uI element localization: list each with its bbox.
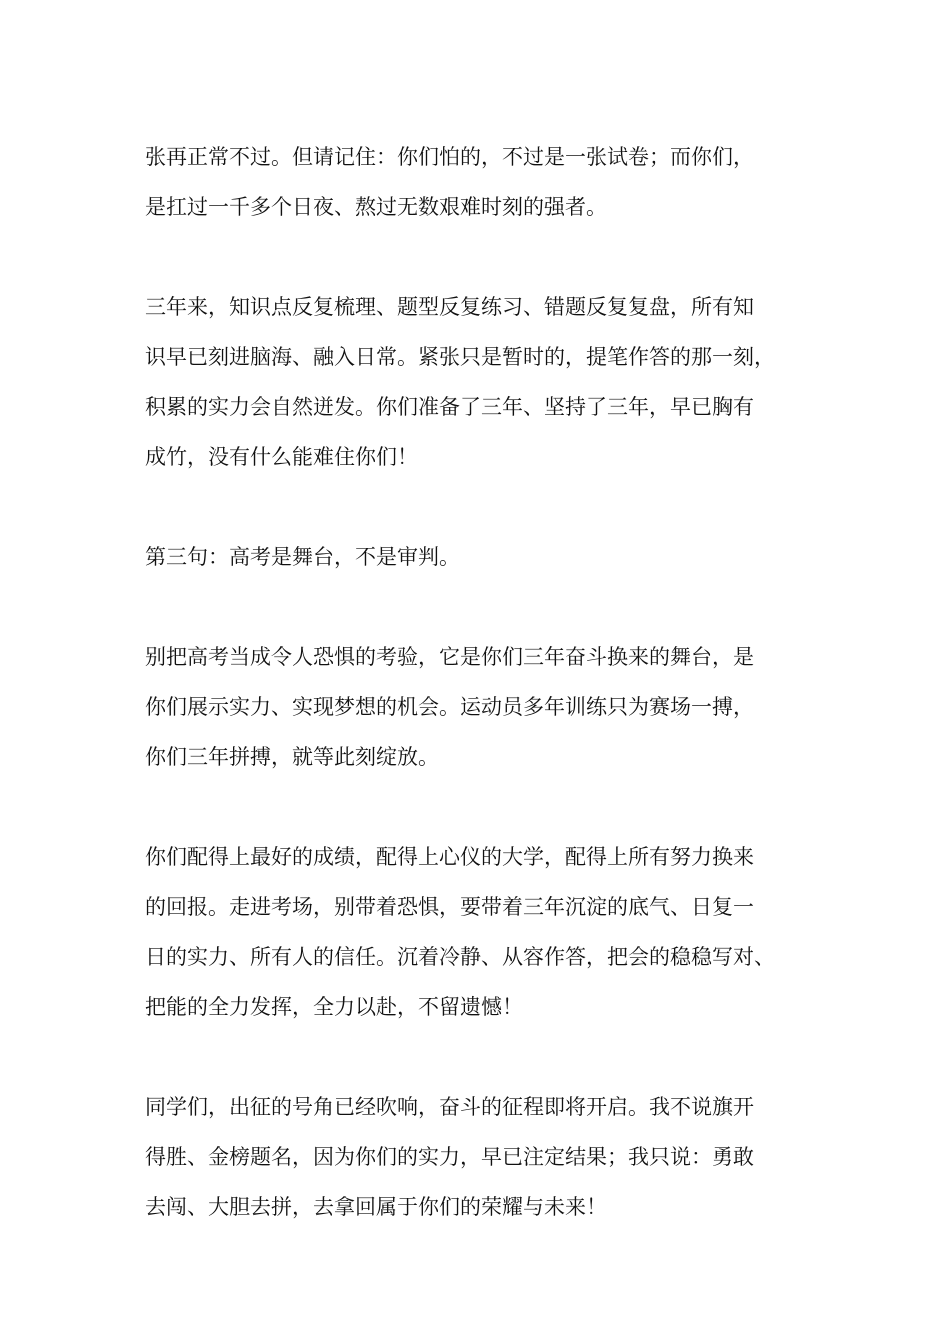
- document-body: [145, 132, 825, 1232]
- paragraph-line: 把能的全力发挥，全力以赴，不留遗憾！: [145, 995, 523, 1019]
- paragraph-line: 张再正常不过。但请记住：你们怕的，不过是一张试卷；而你们，: [145, 145, 754, 169]
- paragraph-line: 第三句：高考是舞台，不是审判。: [145, 545, 460, 569]
- paragraph-line: 成竹，没有什么能难住你们！: [145, 445, 418, 469]
- paragraph-spacer: [145, 482, 825, 532]
- paragraph-line: 识早已刻进脑海、融入日常。紧张只是暂时的，提笔作答的那一刻，: [145, 345, 775, 369]
- paragraph-spacer: [145, 232, 825, 282]
- paragraph: [145, 1082, 825, 1232]
- paragraph-line: 你们三年拼搏，就等此刻绽放。: [145, 745, 439, 769]
- paragraph-line: 去闯、大胆去拼，去拿回属于你们的荣耀与未来！: [145, 1195, 607, 1219]
- paragraph-line: 得胜、金榜题名，因为你们的实力，早已注定结果；我只说：勇敢: [145, 1145, 754, 1169]
- paragraph-spacer: [145, 1032, 825, 1082]
- paragraph-line: 积累的实力会自然迸发。你们准备了三年、坚持了三年，早已胸有: [145, 395, 754, 419]
- paragraph-line: 三年来，知识点反复梳理、题型反复练习、错题反复复盘，所有知: [145, 295, 754, 319]
- paragraph-line: 你们配得上最好的成绩，配得上心仪的大学，配得上所有努力换来: [145, 845, 754, 869]
- paragraph-line: 日的实力、所有人的信任。沉着冷静、从容作答，把会的稳稳写对、: [145, 945, 775, 969]
- paragraph: [145, 282, 825, 482]
- paragraph: [145, 632, 825, 782]
- paragraph: [145, 132, 825, 232]
- paragraph-line: 你们展示实力、实现梦想的机会。运动员多年训练只为赛场一搏，: [145, 695, 754, 719]
- paragraph-spacer: [145, 782, 825, 832]
- paragraph-spacer: [145, 582, 825, 632]
- paragraph-line: 别把高考当成令人恐惧的考验，它是你们三年奋斗换来的舞台，是: [145, 645, 754, 669]
- paragraph-line: 的回报。走进考场，别带着恐惧，要带着三年沉淀的底气、日复一: [145, 895, 754, 919]
- paragraph-line: 同学们，出征的号角已经吹响，奋斗的征程即将开启。我不说旗开: [145, 1095, 754, 1119]
- paragraph: [145, 832, 825, 1032]
- paragraph-line: 是扛过一千多个日夜、熬过无数艰难时刻的强者。: [145, 195, 607, 219]
- section-heading: [145, 532, 825, 582]
